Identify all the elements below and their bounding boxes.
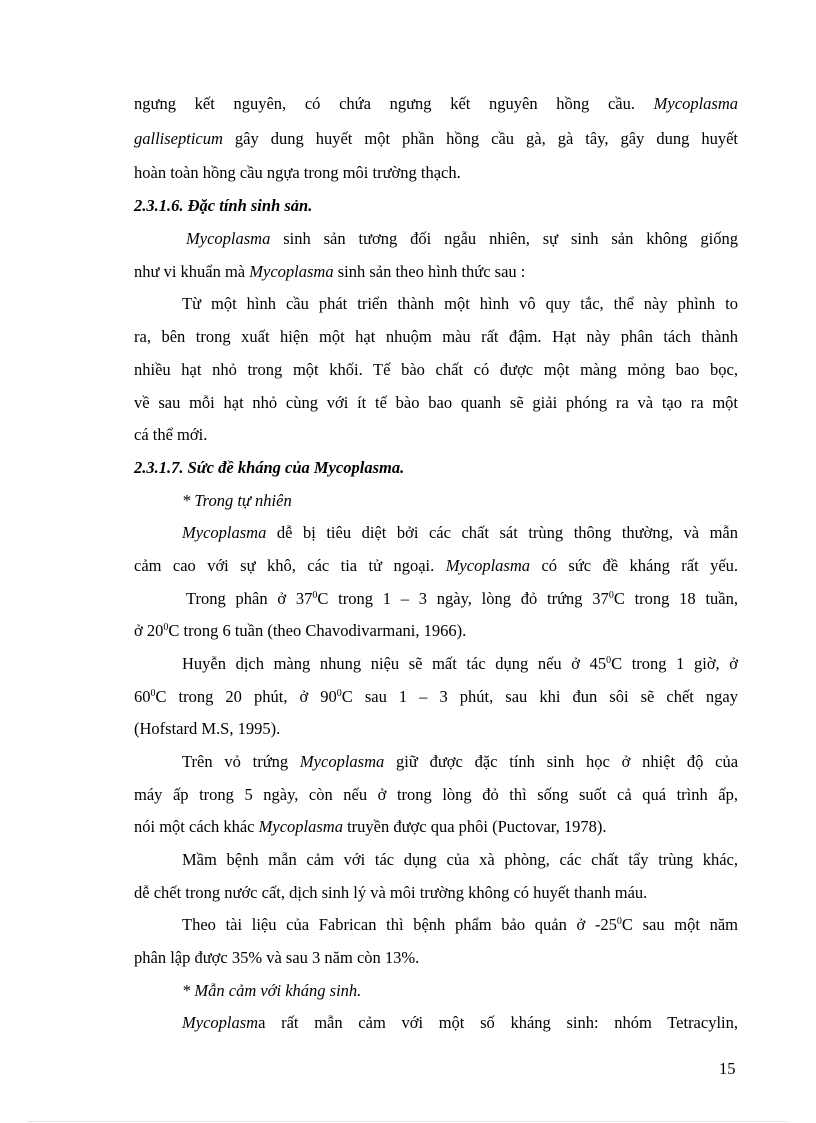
body-line: về sau mỗi hạt nhỏ cùng với ít tế bào bao quanh sẽ giải phóng ra và tạo ra một <box>134 393 738 412</box>
page-bottom-border <box>28 1121 788 1122</box>
section-heading-2-3-1-6: 2.3.1.6. Đặc tính sinh sản. <box>134 196 313 215</box>
body-line: ở $20^0C$ trong 6 tuần (theo Chavodivarmani, 1966). <box>134 621 467 640</box>
body-line: cảm cao với sự khô, các tia tử ngoại. Mycoplasma có sức đề kháng rất yếu. <box>134 556 739 575</box>
body-line: nói một cách khác Mycoplasma truyền được qua phôi (Puctovar, 1978). <box>134 817 607 836</box>
body-line: phân lập được 35% và sau 3 năm còn 13%. <box>134 948 420 967</box>
body-line: Trong phân ở $37^0C$ trong 1 – 3 ngày, lòng đỏ trứng $37^0C$ trong 18 tuần, <box>186 589 738 608</box>
body-line: ra, bên trong xuất hiện một hạt nhuộm màu rất đậm. Hạt này phân tách thành <box>134 327 738 346</box>
body-line: Trên vỏ trứng Mycoplasma giữ được đặc tính sinh học ở nhiệt độ của <box>182 752 739 771</box>
body-line: Theo tài liệu của Fabrican thì bệnh phẩm bảo quản ở $-25^0C$ sau một năm <box>182 915 738 934</box>
body-line: như vi khuẩn mà Mycoplasma sinh sản theo hình thức sau : <box>134 262 526 281</box>
section-heading-2-3-1-7: 2.3.1.7. Sức đề kháng của Mycoplasma. <box>134 458 405 477</box>
body-line: máy ấp trong 5 ngày, còn nếu ở trong lòng đỏ thì sống suốt cả quá trình ấp, <box>134 785 738 804</box>
body-line: nhiều hạt nhỏ trong một khối. Tế bào chất có được một màng mỏng bao bọc, <box>134 360 738 379</box>
body-line: gallisepticum gây dung huyết một phần hồng cầu gà, gà tây, gây dung huyết <box>134 129 738 148</box>
body-line: ngưng kết nguyên, có chứa ngưng kết nguyên hồng cầu. Mycoplasma <box>134 94 738 113</box>
body-line: (Hofstard M.S, 1995). <box>134 719 281 738</box>
body-line: Mycoplasma sinh sản tương đối ngẫu nhiên, sự sinh sản không giống <box>186 229 738 248</box>
subheading-nature: * Trong tự nhiên <box>182 491 292 510</box>
body-line: Mycoplasma dễ bị tiêu diệt bởi các chất sát trùng thông thường, và mẫn <box>182 523 738 542</box>
subheading-antibiotics: * Mẫn cảm với kháng sinh. <box>182 981 362 1000</box>
body-line: hoàn toàn hồng cầu ngựa trong môi trường thạch. <box>134 163 461 182</box>
body-line: Mycoplasma rất mẫn cảm với một số kháng sinh: nhóm Tetracylin, <box>182 1013 738 1032</box>
body-line: Huyễn dịch màng nhung niệu sẽ mất tác dụng nếu ở $45^0C$ trong 1 giờ, ở <box>182 654 738 673</box>
page-number: 15 <box>719 1059 736 1078</box>
body-line: cá thể mới. <box>134 425 208 444</box>
body-line: $60^0C$ trong 20 phút, ở $90^0C$ sau 1 – 3 phút, sau khi đun sôi sẽ chết ngay <box>134 687 738 706</box>
body-line: Mầm bệnh mẫn cảm với tác dụng của xà phòng, các chất tẩy trùng khác, <box>182 850 738 869</box>
body-line: dễ chết trong nước cất, dịch sinh lý và môi trường không có huyết thanh máu. <box>134 883 648 902</box>
body-line: Từ một hình cầu phát triển thành một hình vô quy tắc, thể này phình to <box>182 294 738 313</box>
